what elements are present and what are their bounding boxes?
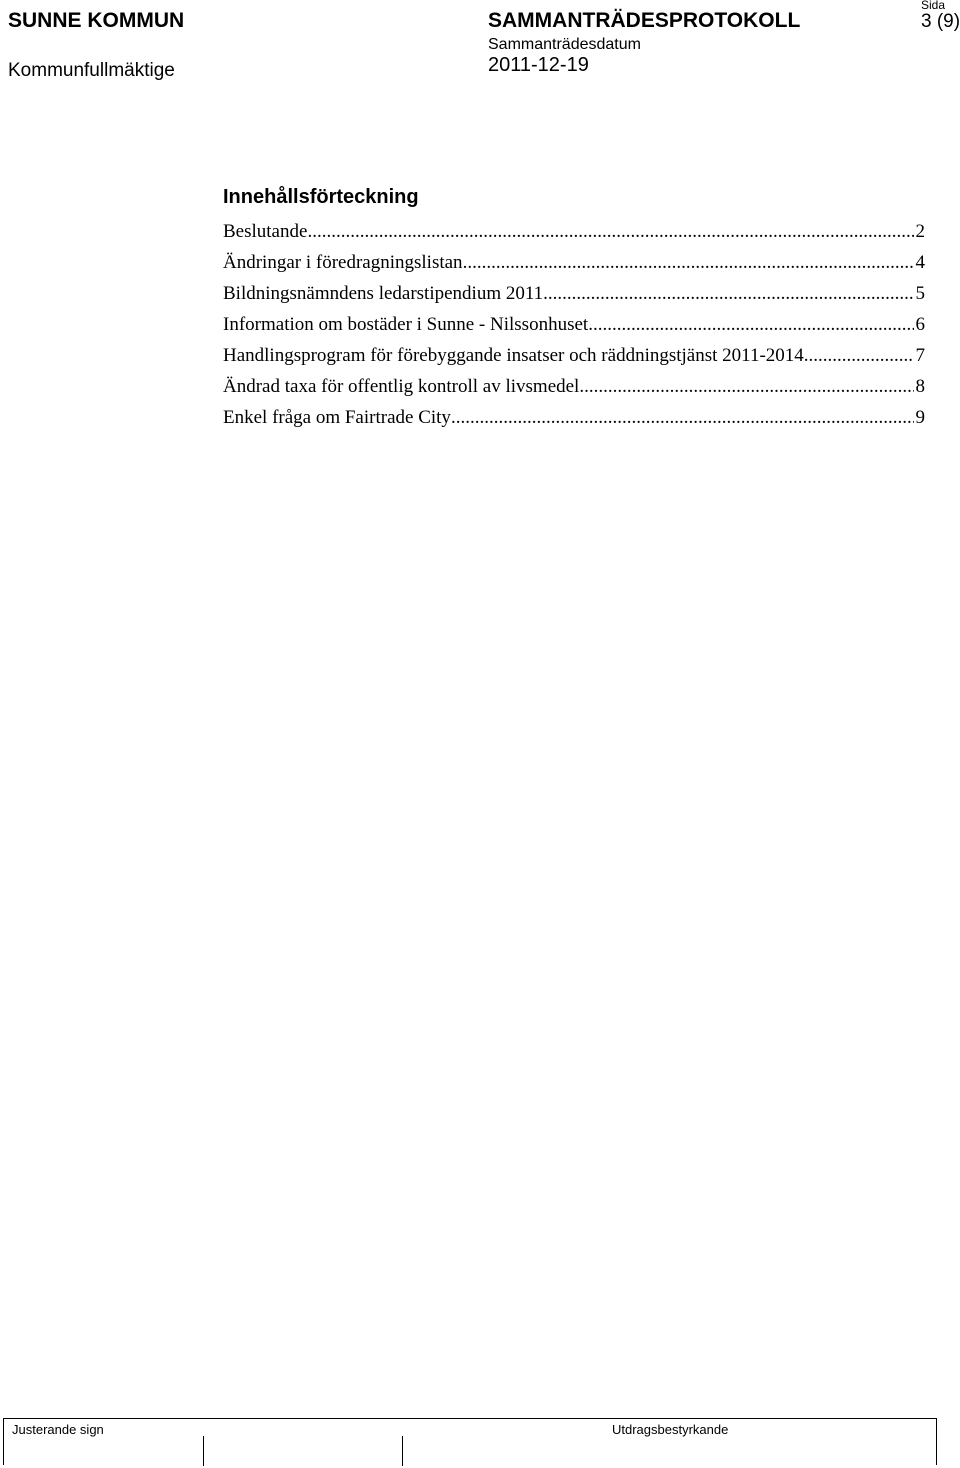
extract-certification-label: Utdragsbestyrkande [612,1422,729,1437]
toc-entry-page: 7 [915,345,925,366]
toc-entry[interactable] [223,247,925,278]
meeting-date-label: Sammanträdesdatum [488,36,641,53]
page-label: Sida [921,0,946,12]
toc-entry-title: Enkel fråga om Fairtrade City [223,407,451,428]
toc-entry-title: Bildningsnämndens ledarstipendium 2011 [223,283,544,304]
toc-entry[interactable] [223,340,925,371]
signature-footer [3,1418,937,1465]
committee-name: Kommunfullmäktige [8,60,175,81]
toc-entry[interactable] [223,402,925,433]
toc-entry-page: 8 [915,376,925,397]
toc-leader-dots [451,402,914,433]
toc-leader-dots [463,247,914,278]
document-title: SAMMANTRÄDESPROTOKOLL [488,9,801,32]
toc-entry-title: Ändrad taxa för offentlig kontroll av livsmedel [223,376,580,397]
toc-leader-dots [588,309,913,340]
toc-entry-title: Handlingsprogram för förebyggande insatser och räddningstjänst 2011-2014 [223,345,804,366]
toc-leader-dots [579,371,913,402]
page-number: 3 (9) [921,11,960,32]
toc-entry-page: 6 [915,314,925,335]
toc-entry[interactable] [223,216,925,247]
toc-leader-dots [307,216,913,247]
signature-divider [402,1436,403,1466]
toc-entry[interactable] [223,371,925,402]
toc-entry-page: 2 [915,221,925,242]
toc-leader-dots [543,278,913,309]
toc-heading: Innehållsförteckning [223,186,419,208]
toc-entry[interactable] [223,309,925,340]
toc-entry-title: Information om bostäder i Sunne - Nilssonhuset [223,314,589,335]
toc-leader-dots [804,340,914,371]
toc-entry-title: Ändringar i föredragningslistan [223,252,463,273]
toc-entry-page: 4 [915,252,925,273]
toc-entry-page: 5 [915,283,925,304]
toc-entry-page: 9 [915,407,925,428]
organization-name: SUNNE KOMMUN [8,9,185,32]
meeting-date-value: 2011-12-19 [488,54,589,76]
adjusters-signature-label: Justerande sign [12,1422,104,1437]
signature-divider [203,1436,204,1466]
table-of-contents [223,216,925,433]
toc-entry[interactable] [223,278,925,309]
toc-entry-title: Beslutande [223,221,308,242]
